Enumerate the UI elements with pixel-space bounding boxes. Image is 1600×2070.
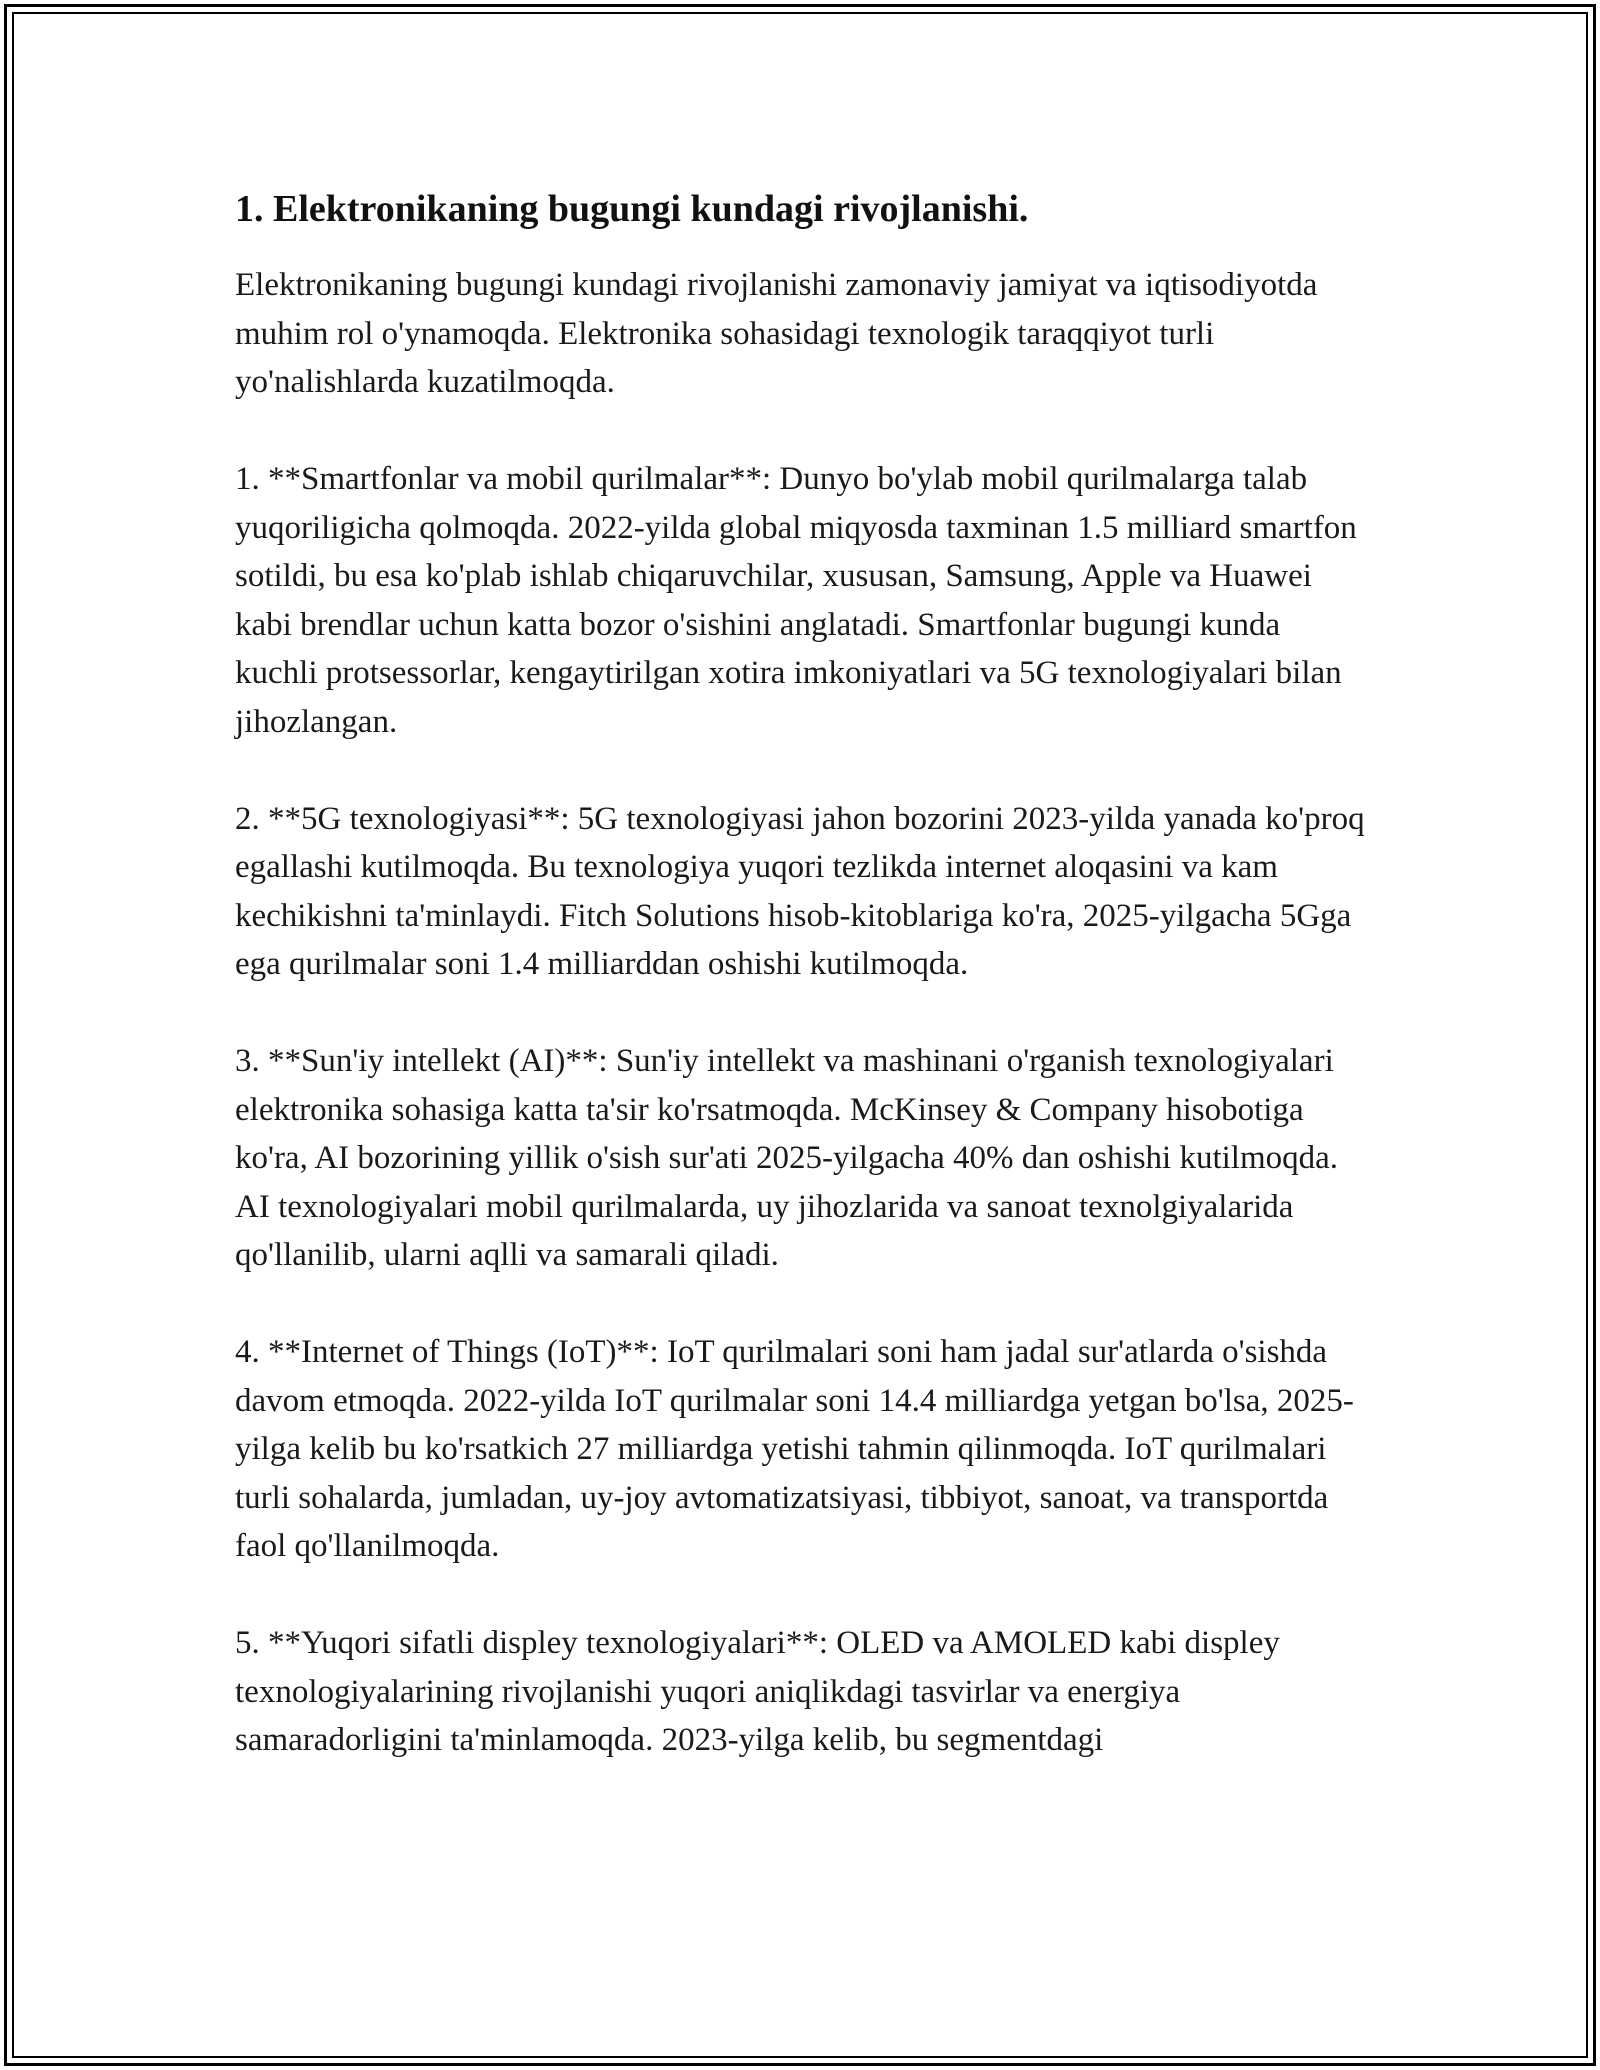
section-heading: 1. Elektronikaning bugungi kundagi rivojlanishi. <box>235 188 1029 230</box>
paragraph-5g: 2. **5G texnologiyasi**: 5G texnologiyasi jahon bozorini 2023-yilda yanada ko'proq egallashi kutilmoqda. Bu texnologiya yuqori tezlikda internet aloqasini va kam kechikishni ta'minlaydi. Fitch Solutions hisob-kitoblariga ko'ra, 2025-yilgacha 5Gga ega qurilmalar soni 1.4 milliarddan oshishi kutilmoqda. <box>235 800 1365 982</box>
paragraph-ai: 3. **Sun'iy intellekt (AI)**: Sun'iy intellekt va mashinani o'rganish texnologiyalari elektronika sohasiga katta ta'sir ko'rsatmoqda. McKinsey & Company hisobotiga ko'ra, AI bozorining yillik o'sish sur'ati 2025-yilgacha 40% dan oshishi kutilmoqda. AI texnologiyalari mobil qurilmalarda, uy jihozlarida va sanoat texnolgiyalarida qo'llanilib, ularni aqlli va samarali qiladi. <box>235 1043 1339 1273</box>
document-body <box>235 185 1365 1813</box>
paragraph-displays: 5. **Yuqori sifatli displey texnologiyalari**: OLED va AMOLED kabi displey texnologiyalarining rivojlanishi yuqori aniqlikdagi tasvirlar va energiya samaradorligini ta'minlamoqda. 2023-yilga kelib, bu segmentdagi <box>235 1625 1280 1758</box>
paragraph-intro: Elektronikaning bugungi kundagi rivojlanishi zamonaviy jamiyat va iqtisodiyotda muhim rol o'ynamoqda. Elektronika sohasidagi texnologik taraqqiyot turli yo'nalishlarda kuzatilmoqda. <box>235 267 1318 400</box>
paragraph-iot: 4. **Internet of Things (IoT)**: IoT qurilmalari soni ham jadal sur'atlarda o'sishda davom etmoqda. 2022-yilda IoT qurilmalar soni 14.4 milliardga yetgan bo'lsa, 2025-yilga kelib bu ko'rsatkich 27 milliardga yetishi tahmin qilinmoqda. IoT qurilmalari turli sohalarda, jumladan, uy-joy avtomatizatsiyasi, tibbiyot, sanoat, va transportda faol qo'llanilmoqda. <box>235 1334 1354 1564</box>
paragraph-smartphones: 1. **Smartfonlar va mobil qurilmalar**: Dunyo bo'ylab mobil qurilmalarga talab yuqoriligicha qolmoqda. 2022-yilda global miqyosda taxminan 1.5 milliard smartfon sotildi, bu esa ko'plab ishlab chiqaruvchilar, xususan, Samsung, Apple va Huawei kabi brendlar uchun katta bozor o'sishini anglatadi. Smartfonlar bugungi kunda kuchli protsessorlar, kengaytirilgan xotira imkoniyatlari va 5G texnologiyalari bilan jihozlangan. <box>235 461 1357 740</box>
